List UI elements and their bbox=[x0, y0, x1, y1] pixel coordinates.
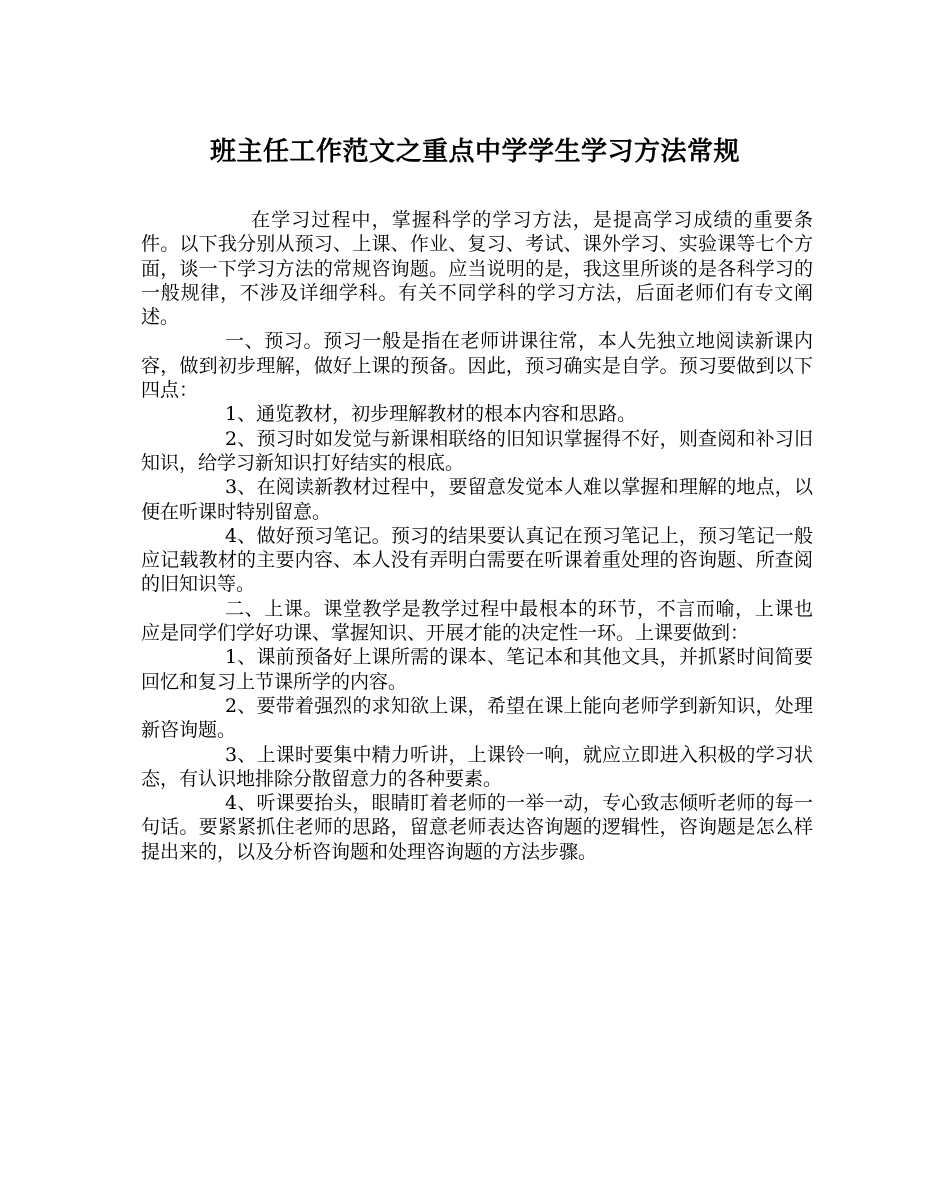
paragraph-preview-point-4: 4、做好预习笔记。预习的结果要认真记在预习笔记上，预习笔记一般应记载教材的主要内容、本人没有弄明白需要在听课着重处理的咨询题、所查阅的旧知识等。 bbox=[141, 524, 813, 596]
paragraph-class-point-3: 3、上课时要集中精力听讲，上课铃一响，就应立即进入积极的学习状态，有认识地排除分散留意力的各种要素。 bbox=[141, 743, 813, 790]
paragraph-preview-point-2: 2、预习时如发觉与新课相联络的旧知识掌握得不好，则查阅和补习旧知识，给学习新知识打好结实的根底。 bbox=[141, 427, 813, 474]
paragraph-section-preview: 一、预习。预习一般是指在老师讲课往常，本人先独立地阅读新课内容，做到初步理解，做好上课的预备。因此，预习确实是自学。预习要做到以下四点： bbox=[141, 330, 813, 402]
paragraph-preview-point-3: 3、在阅读新教材过程中，要留意发觉本人难以掌握和理解的地点，以便在听课时特别留意。 bbox=[141, 476, 813, 523]
paragraph-intro: 在学习过程中，掌握科学的学习方法，是提高学习成绩的重要条件。以下我分别从预习、上课、作业、复习、考试、课外学习、实验课等七个方面，谈一下学习方法的常规咨询题。应当说明的是，我这里所谈的是各科学习的一般规律，不涉及详细学科。有关不同学科的学习方法，后面老师们有专文阐述。 bbox=[141, 209, 813, 329]
paragraph-class-point-4: 4、听课要抬头，眼睛盯着老师的一举一动，专心致志倾听老师的每一句话。要紧紧抓住老师的思路，留意老师表达咨询题的逻辑性，咨询题是怎么样提出来的，以及分析咨询题和处理咨询题的方法步骤。 bbox=[141, 792, 813, 863]
paragraph-preview-point-1: 1、通览教材，初步理解教材的根本内容和思路。 bbox=[225, 403, 637, 426]
paragraph-class-point-1: 1、课前预备好上课所需的课本、笔记本和其他文具，并抓紧时间简要回忆和复习上节课所学的内容。 bbox=[141, 646, 813, 693]
document-body bbox=[141, 208, 813, 864]
paragraph-section-class: 二、上课。课堂教学是教学过程中最根本的环节，不言而喻，上课也应是同学们学好功课、掌握知识、开展才能的决定性一环。上课要做到： bbox=[141, 597, 813, 645]
paragraph-class-point-2: 2、要带着强烈的求知欲上课，希望在课上能向老师学到新知识，处理新咨询题。 bbox=[141, 694, 813, 742]
document-title: 班主任工作范文之重点中学学生学习方法常规 bbox=[209, 137, 740, 167]
